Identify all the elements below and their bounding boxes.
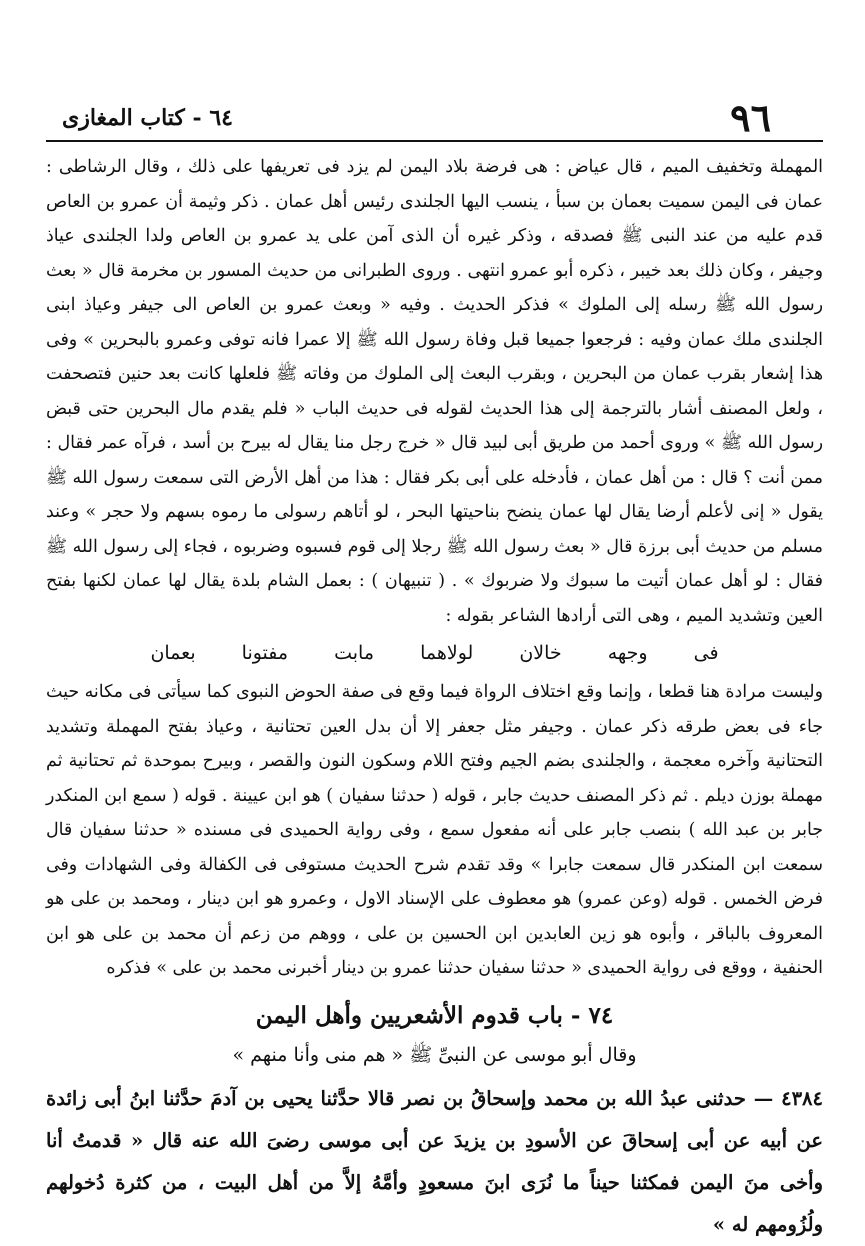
page-number: ٩٦	[730, 95, 771, 140]
page-body	[46, 150, 823, 1246]
verse-line	[46, 635, 823, 671]
verse-first-hemistich: فى وجهه خالان لولاهما	[420, 642, 719, 664]
verse-second-hemistich: مابت مفتونا بعمان	[150, 642, 375, 664]
running-title: ٦٤ - كتاب المغازى	[62, 105, 233, 131]
chapter-heading: ٧٤ - باب قدوم الأشعريين وأهل اليمن	[255, 1001, 614, 1029]
chapter-subheading: وقال أبو موسى عن النبىِّ ﷺ « هم منى وأنا منهم »	[232, 1043, 637, 1066]
commentary-paragraph: المهملة وتخفيف الميم ، قال عياض : هى فرضة بلاد اليمن لم يزد فى تعريفها على ذلك ، وقال الرشاطى : عمان فى اليمن سميت بعمان بن سبأ ، ينسب اليها الجلندى رئيس أهل عمان . ذكر وثيمة أن عمرو بن العاص قدم عليه من عند النبى ﷺ فصدقه ، وذكر غيره أن الذى آمن على يد عمرو بن العاص ولدا الجلندى عياذ وجيفر ، وكان ذلك بعد خيبر ، ذكره أبو عمرو انتهى . وروى الطبرانى من حديث المسور بن مخرمة قال « بعث رسول الله ﷺ رسله إلى الملوك » فذكر الحديث . وفيه « وبعث عمرو بن العاص الى جيفر وعياذ ابنى الجلندى ملك عمان وفيه : فرجعوا جميعا قبل وفاة رسول الله ﷺ إلا عمرا فانه توفى وعمرو بالبحرين » وفى هذا إشعار بقرب عمان من البحرين ، وبقرب البعث إلى الملوك من وفاته ﷺ فلعلها كانت بعد حنين فتصحفت ، ولعل المصنف أشار بالترجمة إلى هذا الحديث لقوله فى حديث الباب « فلم يقدم مال البحرين حتى قبض رسول الله ﷺ » وروى أحمد من طريق أبى لبيد قال « خرج رجل منا يقال له بيرح بن أسد ، فرآه عمر فقال : ممن أنت ؟ قال : من أهل عمان ، فأدخله على أبى بكر فقال : هذا من أهل الأرض التى سمعت رسول الله ﷺ يقول « إنى لأعلم أرضا يقال لها عمان ينضح بناحيتها البحر ، لو أتاهم رسولى ما رموه بسهم ولا حجر » وعند مسلم من حديث أبى برزة قال « بعث رسول الله ﷺ رجلا إلى قوم فسبوه وضربوه ، فجاء إلى رسول الله ﷺ فقال : لو أهل عمان أتيت ما سبوك ولا ضربوك » . ( تنبيهان ) : بعمل الشام بلدة يقال لها عمان لكنها بفتح العين وتشديد الميم ، وهى التى أرادها الشاعر بقوله :	[46, 157, 823, 626]
hadith-text: ٤٣٨٤ — حدثنى عبدُ الله بن محمد وإسحاقُ بن نصر قالا حدَّثنا يحيى بن آدمَ حدَّثنا ابنُ أبى زائدة عن أبيه عن أبى إسحاقَ عن الأسودِ بن يزيدَ عن أبى موسى رضىَ الله عنه قال « قدمتُ أنا وأخى منَ اليمن فمكثنا حيناً ما نُرَى ابنَ مسعودٍ وأمَّهُ إلاَّ من أهل البيت ، من كثرة دُخولهم ولُزُومهم له »	[46, 1086, 823, 1236]
page-header	[46, 96, 823, 140]
commentary-paragraph: وليست مرادة هنا قطعا ، وإنما وقع اختلاف الرواة فيما وقع فى صفة الحوض النبوى كما سيأتى فى مكانه حيث جاء فى بعض طرقه ذكر عمان . وجيفر مثل جعفر إلا أن بدل العين تحتانية ، وعياذ بفتح المهملة وتشديد التحتانية وآخره معجمة ، والجلندى بضم الجيم وفتح اللام وسكون النون والقصر ، وبيرح بموحدة ثم تحتانية ثم مهملة بوزن ديلم . ثم ذكر المصنف حديث جابر ، قوله ( حدثنا سفيان ) هو ابن عيينة . قوله ( سمع ابن المنكدر جابر بن عبد الله ) بنصب جابر على أنه مفعول سمع ، وفى رواية الحميدى فى مسنده « حدثنا سفيان قال سمعت ابن المنكدر قال سمعت جابرا » وقد تقدم شرح الحديث مستوفى فى الكفالة وفى الشهادات وفى فرض الخمس . قوله (وعن عمرو) هو معطوف على الإسناد الاول ، وعمرو هو ابن دينار ، ومحمد بن على هو المعروف بالباقر ، وأبوه هو زين العابدين ابن الحسين بن على ، ووهم من زعم أن محمد بن على هو ابن الحنفية ، ووقع فى رواية الحميدى « حدثنا سفيان حدثنا عمرو بن دينار أخبرنى محمد بن على » فذكره	[46, 682, 823, 978]
header-rule	[46, 140, 823, 142]
